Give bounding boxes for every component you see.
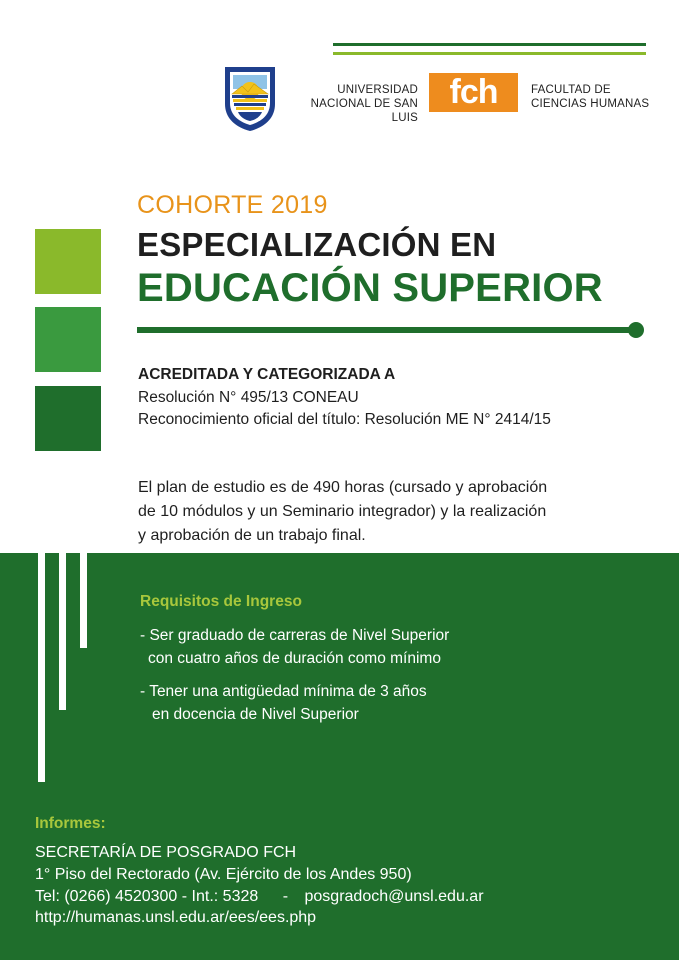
plan-line: y aprobación de un trabajo final. xyxy=(138,527,366,544)
title-line2: EDUCACIÓN SUPERIOR xyxy=(137,266,603,310)
university-name-line2: NACIONAL DE SAN LUIS xyxy=(310,98,418,124)
header-rule-bottom xyxy=(333,52,646,55)
decor-square-light xyxy=(35,229,101,294)
title-underline xyxy=(137,327,637,333)
requirement-line: en docencia de Nivel Superior xyxy=(152,706,359,723)
decor-square-mid xyxy=(35,307,101,372)
requirement-line: - Ser graduado de carreras de Nivel Superior xyxy=(140,627,450,644)
decor-square-dark xyxy=(35,386,101,451)
accreditation-heading: ACREDITADA Y CATEGORIZADA A xyxy=(138,366,396,383)
university-name xyxy=(290,83,418,125)
info-title: Informes: xyxy=(35,815,106,832)
info-phone: Tel: (0266) 4520300 - Int.: 5328 xyxy=(35,888,259,905)
fch-logo: fch xyxy=(429,73,518,112)
panel-stripe-3 xyxy=(80,553,87,648)
title-underline-dot xyxy=(628,322,644,338)
info-url[interactable]: http://humanas.unsl.edu.ar/ees/ees.php xyxy=(35,909,317,926)
university-name-line1: UNIVERSIDAD xyxy=(337,84,418,96)
recognition-text: Reconocimiento oficial del título: Resolución ME N° 2414/15 xyxy=(138,411,551,428)
requirement-item xyxy=(140,624,449,670)
title-line1: ESPECIALIZACIÓN EN xyxy=(137,226,497,263)
info-email[interactable]: posgradoch@unsl.edu.ar xyxy=(304,888,484,905)
info-contact-line xyxy=(35,888,484,906)
faculty-name-line1: FACULTAD DE xyxy=(531,84,611,96)
plan-line: de 10 módulos y un Seminario integrador) y la realización xyxy=(138,503,547,520)
requirements-title: Requisitos de Ingreso xyxy=(140,593,302,610)
requirement-line: - Tener una antigüedad mínima de 3 años xyxy=(140,683,427,700)
unsl-shield-logo xyxy=(222,64,278,132)
cohorte-label: COHORTE 2019 xyxy=(137,191,328,219)
faculty-name-line2: CIENCIAS HUMANAS xyxy=(531,98,650,110)
header-rule-top xyxy=(333,43,646,46)
requirement-item xyxy=(140,680,427,726)
info-office: SECRETARÍA DE POSGRADO FCH xyxy=(35,844,297,861)
panel-stripe-2 xyxy=(59,553,66,710)
plan-description xyxy=(138,476,618,548)
panel-stripe-1 xyxy=(38,553,45,782)
resolution-text: Resolución N° 495/13 CONEAU xyxy=(138,389,359,406)
requirement-line: con cuatro años de duración como mínimo xyxy=(148,650,441,667)
info-address: 1° Piso del Rectorado (Av. Ejército de los Andes 950) xyxy=(35,866,412,883)
plan-line: El plan de estudio es de 490 horas (cursado y aprobación xyxy=(138,479,548,496)
info-separator: - xyxy=(282,888,289,905)
faculty-name xyxy=(531,83,661,111)
